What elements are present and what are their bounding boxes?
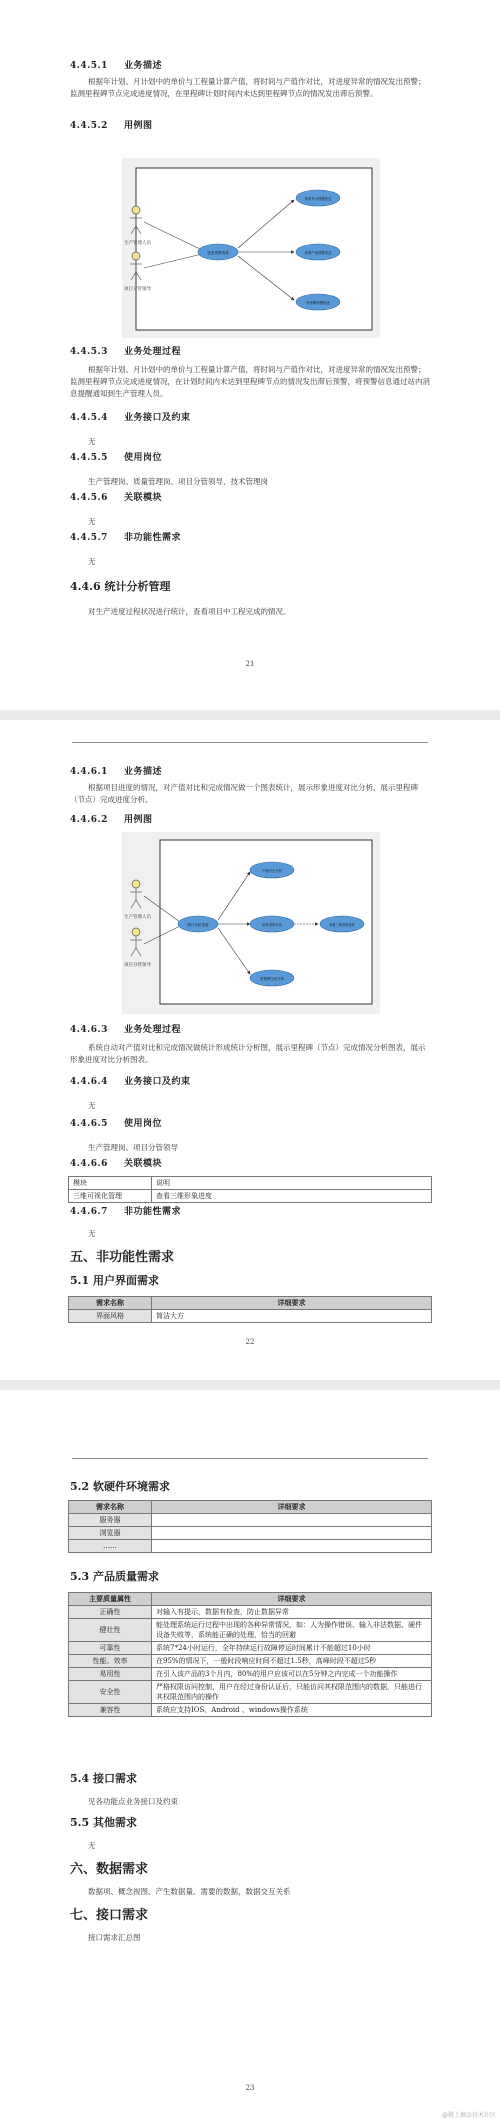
use-case-diagram [122, 158, 380, 338]
actor-label: 项目分管领导 [124, 287, 151, 292]
related-module-table [68, 1176, 432, 1203]
section-heading: 4.4.5.4 业务接口及约束 [70, 413, 191, 423]
header-rule [72, 742, 428, 743]
actor-label: 生产管理人员 [124, 241, 151, 246]
svg-text:查看节点预警信息: 查看节点预警信息 [304, 197, 332, 201]
svg-text:查看三维形象进度: 查看三维形象进度 [329, 923, 355, 927]
page-21 [0, 0, 500, 710]
svg-text:里程碑完成分析: 里程碑完成分析 [260, 977, 284, 981]
paragraph: 根据项目进度的情况，对产值对比和完成情况做一个图表统计，展示形象进度对比分析，展示里程碑（节点）完成进度分析。 [70, 783, 418, 804]
paragraph: 生产管理岗、质量管理岗、项目分管领导、技术管理岗 [88, 477, 268, 486]
section-heading: 4.4.6.2 用例图 [70, 815, 153, 825]
table-row: 可靠性 系统7*24小时运行，全年持续运行故障停运时间累计不能超过10小时 [69, 1642, 432, 1655]
section-heading: 4.4.5.2 用例图 [70, 121, 153, 131]
chapter-heading: 五、非功能性需求 [70, 1250, 175, 1265]
svg-text:查看产值预警信息: 查看产值预警信息 [304, 251, 332, 255]
section-heading: 5.4 接口需求 [70, 1772, 137, 1785]
svg-text:里程碑预警推送: 里程碑预警推送 [306, 301, 330, 305]
svg-text:进度预警查看: 进度预警查看 [207, 251, 229, 255]
paragraph: 根据年计划、月计划中的单价与工程量计算产值，将时间与产值作对比，对进度异常的情况发出预警；监测里程碑节点完成进度情况，在计划时间内未达到里程碑节点的情况发出滞后预警，将预警信息通过站内消息提醒通知到生产管理人员。 [70, 365, 430, 398]
paragraph: 根据年计划、月计划中的单价与工程量计算产值，将时间与产值作对比，对进度异常的情况发出预警；监测里程碑节点完成进度情况，在里程碑计划时间内未达到里程碑节点的情况发出滞后预警。 [70, 77, 426, 98]
section-heading: 5.2 软硬件环境需求 [70, 1480, 170, 1493]
table-header-row: 模块 说明 [69, 1177, 432, 1190]
paragraph: 接口需求汇总图 [88, 1933, 141, 1942]
page-22 [0, 720, 500, 1380]
paragraph: 见各功能点业务接口及约束 [88, 1797, 178, 1806]
table-row: 浏览器 [69, 1527, 432, 1540]
section-heading: 4.4.5.5 使用岗位 [70, 453, 162, 463]
svg-text:形象进度对比: 形象进度对比 [261, 923, 283, 927]
section-heading: 4.4.6.4 业务接口及约束 [70, 1077, 191, 1087]
paragraph: 无 [88, 1101, 96, 1110]
paragraph: 无 [88, 557, 96, 566]
table-row: …… [69, 1540, 432, 1553]
section-heading: 4.4.5.1 业务描述 [70, 61, 162, 71]
table-row: 易用性 在引入该产品的3个月内，80%的用户应该可以在5分钟之内完成一个功能操作 [69, 1668, 432, 1681]
table-header-row: 主要质量属性 详细要求 [69, 1593, 432, 1606]
section-heading: 4.4.6 统计分析管理 [70, 580, 171, 593]
chapter-heading: 六、数据需求 [70, 1862, 149, 1877]
table-row: 安全性 严格权限访问控制，用户在经过身份认证后，只能访问其权限范围内的数据，只能进行其权限范围内的操作 [69, 1681, 432, 1704]
header-rule [72, 1458, 428, 1459]
section-heading: 5.1 用户界面需求 [70, 1274, 159, 1287]
table-row: 正确性 对输入有提示，数据有检查，防止数据异常 [69, 1606, 432, 1619]
page-23 [0, 1390, 500, 2122]
paragraph: 无 [88, 1229, 96, 1238]
actor-label: 项目分管领导 [124, 963, 151, 968]
paragraph: 系统自动对产值对比和完成情况做统计形成统计分析图，展示里程碑（节点）完成情况分析图表，展示形象进度对比分析图表。 [70, 1043, 426, 1064]
table-row: 三维可视化管理 查看三维形象进度 [69, 1190, 432, 1203]
paragraph: 无 [88, 1841, 96, 1850]
table-row: 性能、效率 在95%的情况下，一般时段响应时间不超过1.5秒，高峰时段不超过5秒 [69, 1655, 432, 1668]
page-number: 23 [245, 2084, 255, 2092]
table-row: 兼容性 系统应支持IOS、Android 、windows操作系统 [69, 1704, 432, 1717]
environment-table [68, 1500, 432, 1553]
section-heading: 5.3 产品质量需求 [70, 1570, 159, 1583]
actor-icon [130, 928, 142, 956]
section-heading: 4.4.6.5 使用岗位 [70, 1119, 162, 1129]
paragraph: 对生产进度过程状况进行统计，查看项目中工程完成的情况。 [88, 607, 291, 616]
paragraph: 无 [88, 517, 96, 526]
table-row: 健壮性 能处理系统运行过程中出现的各种异常情况，如：人为操作错误、输入非法数据、硬件设备失败等，系统能正确的处理，恰当的回避 [69, 1619, 432, 1642]
actor-label: 生产管理人员 [124, 915, 151, 920]
section-heading: 4.4.5.7 非功能性需求 [70, 533, 181, 543]
table-row: 界面风格 简洁大方 [69, 1310, 432, 1323]
quality-table [68, 1592, 432, 1717]
use-case-diagram [122, 832, 380, 1014]
section-heading: 4.4.5.3 业务处理过程 [70, 347, 181, 357]
page-number: 22 [245, 1338, 255, 1346]
table-row: 服务器 [69, 1514, 432, 1527]
section-heading: 4.4.6.3 业务处理过程 [70, 1025, 181, 1035]
section-heading: 4.4.5.6 关联模块 [70, 493, 162, 503]
section-heading: 4.4.6.7 非功能性需求 [70, 1207, 181, 1217]
section-heading: 5.5 其他需求 [70, 1816, 137, 1829]
svg-text:统计分析查看: 统计分析查看 [187, 923, 209, 927]
ui-requirement-table [68, 1296, 432, 1323]
watermark: @稀土掘金技术社区 [441, 2112, 496, 2119]
paragraph: 生产管理岗、项目分管领导 [88, 1143, 178, 1152]
actor-icon [130, 880, 142, 908]
page-number: 21 [245, 660, 255, 668]
paragraph: 数据项、概念视图、产生数据量、需要的数据，数据交互关系 [88, 1887, 291, 1896]
svg-text:产值对比分析: 产值对比分析 [261, 869, 283, 873]
table-header-row: 需求名称 详细要求 [69, 1501, 432, 1514]
table-header-row: 需求名称 详细要求 [69, 1297, 432, 1310]
chapter-heading: 七、接口需求 [70, 1908, 149, 1923]
paragraph: 无 [88, 437, 96, 446]
section-heading: 4.4.6.1 业务描述 [70, 767, 162, 777]
section-heading: 4.4.6.6 关联模块 [70, 1159, 162, 1169]
